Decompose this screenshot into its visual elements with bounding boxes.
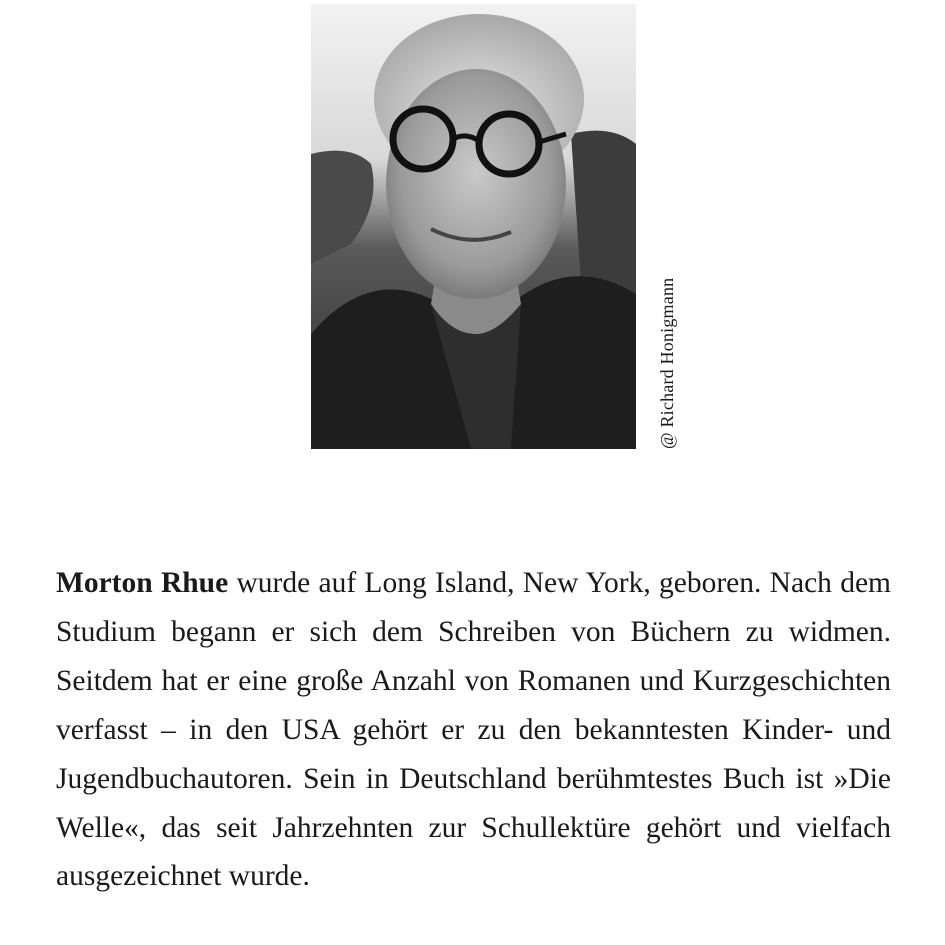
photo-credit: @ Richard Honigmann — [657, 277, 677, 449]
biography-text: wurde auf Long Island, New York, geboren. Nach dem Studium begann er sich dem Schreiben von Büchern zu widmen. Seitdem hat er eine große Anzahl von Romanen und Kurzgeschichten verfasst – in den USA gehört er zu den bekanntesten Kinder- und Jugendbuchautoren. Sein in Deutschland berühmtestes Buch ist »Die Welle«, das seit Jahrzehnten zur Schullektüre gehört und vielfach ausgezeichnet wurde. — [56, 567, 891, 893]
author-biography — [56, 559, 891, 901]
portrait-icon — [311, 4, 636, 449]
author-portrait-photo — [311, 4, 636, 449]
author-name: Morton Rhue — [56, 567, 229, 599]
